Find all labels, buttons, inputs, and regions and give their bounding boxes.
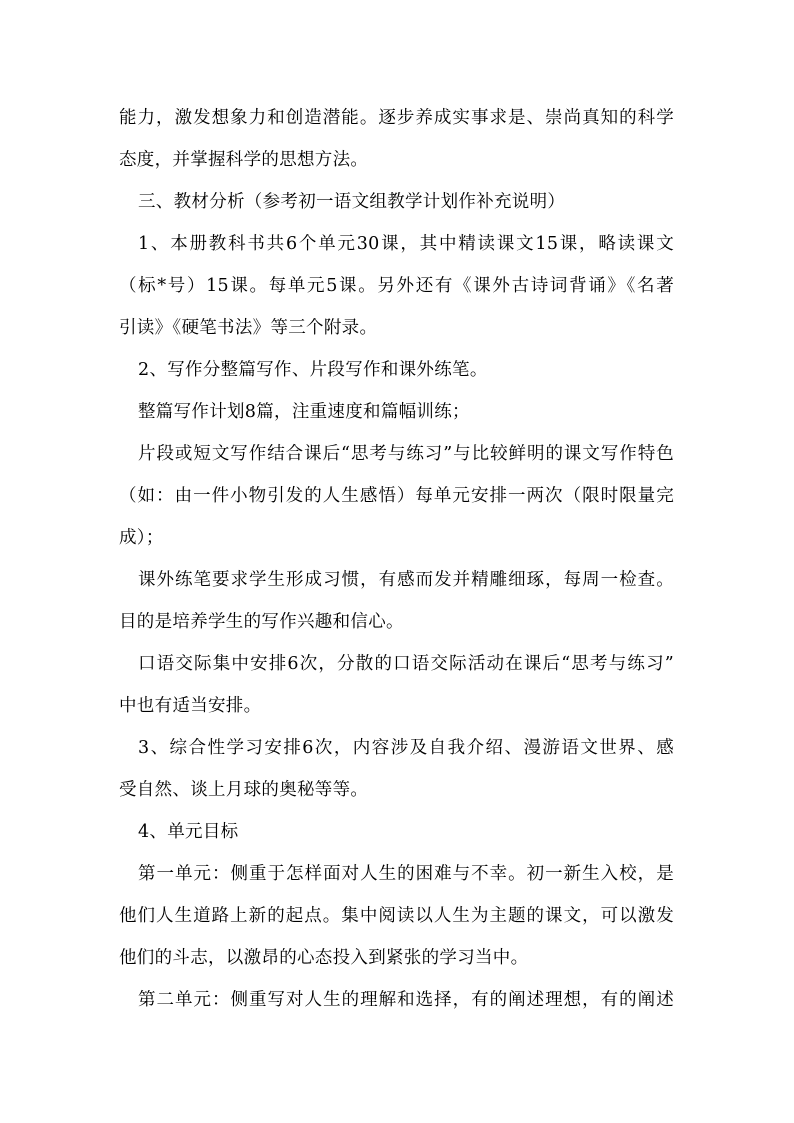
text-line: （如：由一件小物引发的人生感悟）每单元安排一两次（限时限量完 bbox=[119, 486, 674, 506]
text-line: （标*号）15课。每单元5课。另外还有《课外古诗词背诵》《名著 bbox=[119, 276, 674, 296]
text-line: 目的是培养学生的写作兴趣和信心。 bbox=[119, 612, 404, 632]
text-line: 4、单元目标 bbox=[138, 822, 239, 842]
text-line: 1、本册教科书共6个单元30课，其中精读课文15课，略读课文 bbox=[138, 234, 674, 254]
text-line: 课外练笔要求学生形成习惯，有感而发并精雕细琢，每周一检查。 bbox=[138, 570, 674, 590]
section-heading: 三、教材分析（参考初一语文组教学计划作补充说明） bbox=[138, 192, 566, 212]
text-line: 第一单元：侧重于怎样面对人生的困难与不幸。初一新生入校，是 bbox=[138, 864, 674, 884]
text-line: 引读》《硬笔书法》等三个附录。 bbox=[119, 318, 378, 338]
text-line: 2、写作分整篇写作、片段写作和课外练笔。 bbox=[138, 360, 488, 380]
text-line: 第二单元：侧重写对人生的理解和选择，有的阐述理想，有的阐述 bbox=[138, 990, 674, 1010]
text-line: 他们的斗志，以激昂的心态投入到紧张的学习当中。 bbox=[119, 948, 529, 968]
text-line: 整篇写作计划8篇，注重速度和篇幅训练； bbox=[138, 402, 470, 422]
text-line: 口语交际集中安排6次，分散的口语交际活动在课后“思考与练习” bbox=[138, 654, 674, 674]
text-line: 中也有适当安排。 bbox=[119, 696, 262, 716]
text-line: 片段或短文写作结合课后“思考与练习”与比较鲜明的课文写作特色 bbox=[138, 444, 674, 464]
text-line: 他们人生道路上新的起点。集中阅读以人生为主题的课文，可以激发 bbox=[119, 906, 674, 926]
text-line: 态度，并掌握科学的思想方法。 bbox=[119, 150, 369, 170]
text-line: 成）； bbox=[119, 528, 164, 548]
text-line: 3、综合性学习安排6次，内容涉及自我介绍、漫游语文世界、感 bbox=[138, 738, 674, 758]
text-line: 受自然、谈上月球的奥秘等等。 bbox=[119, 780, 369, 800]
text-line: 能力，激发想象力和创造潜能。逐步养成实事求是、崇尚真知的科学 bbox=[119, 108, 674, 128]
